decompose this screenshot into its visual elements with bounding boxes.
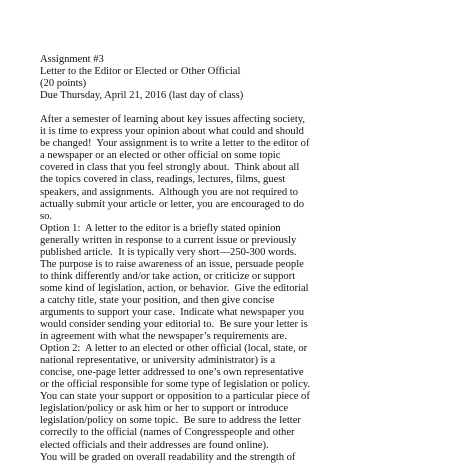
body-line: published article. It is typically very short—250-300 words. [40, 246, 297, 258]
body-line: a catchy title, state your position, and then give concise [40, 294, 275, 306]
body-line: would consider sending your editorial to. Be sure your letter is [40, 319, 308, 331]
body-line: legislation/policy or ask him or her to support or introduce [40, 403, 289, 415]
body-line: Option 2: A letter to an elected or other official (local, state, or [40, 343, 308, 355]
body-line: in agreement with what the newspaper’s requirements are. [40, 331, 287, 343]
body-line: You will be graded on overall readability and the strength of [40, 451, 296, 463]
body-line: legislation/policy on some topic. Be sure to address the letter [40, 415, 301, 427]
body-line: concise, one-page letter addressed to one’s own representative [40, 367, 304, 379]
body-line: to think differently and/or take action, or criticize or support [40, 270, 296, 282]
body-line: or the official responsible for some type of legislation or policy. [40, 379, 311, 391]
body-text [40, 114, 440, 463]
body-line: The purpose is to raise awareness of an issue, persuade people [40, 258, 304, 270]
body-line: speakers, and assignments. Although you are not required to [40, 186, 299, 198]
assignment-title: Letter to the Editor or Elected or Other Official [40, 66, 241, 78]
body-line: elected officials and their addresses are found online). [40, 439, 269, 451]
body-line: correctly to the official (names of Congresspeople and other [40, 427, 295, 439]
body-line: arguments to support your case. Indicate what newspaper you [40, 306, 304, 318]
body-line: You can state your support or opposition to a particular piece of [40, 391, 310, 403]
body-line: be changed! Your assignment is to write a letter to the editor of [40, 138, 310, 150]
body-line: Option 1: A letter to the editor is a briefly stated opinion [40, 222, 281, 234]
body-line: it is time to express your opinion about what could and should [40, 126, 304, 138]
body-line: a newspaper or an elected or other official on some topic [40, 150, 281, 162]
body-line: national representative, or university administrator) is a [40, 355, 276, 367]
assignment-points: (20 points) [40, 78, 87, 90]
body-line: After a semester of learning about key issues affecting society, [40, 114, 306, 126]
body-line: generally written in response to a current issue or previously [40, 234, 297, 246]
document-text [40, 54, 440, 464]
due-date: Due Thursday, April 21, 2016 (last day of class) [40, 90, 244, 102]
body-line: actually submit your article or letter, you are encouraged to do [40, 198, 305, 210]
body-line: the topics covered in class, readings, lectures, films, guest [40, 174, 286, 186]
assignment-number: Assignment #3 [40, 54, 104, 65]
paragraph-gap [40, 102, 440, 114]
body-line: covered in class that you feel strongly about. Think about all [40, 162, 300, 174]
body-line: some kind of legislation, action, or behavior. Give the editorial [40, 282, 309, 294]
body-line: so. [40, 210, 53, 222]
